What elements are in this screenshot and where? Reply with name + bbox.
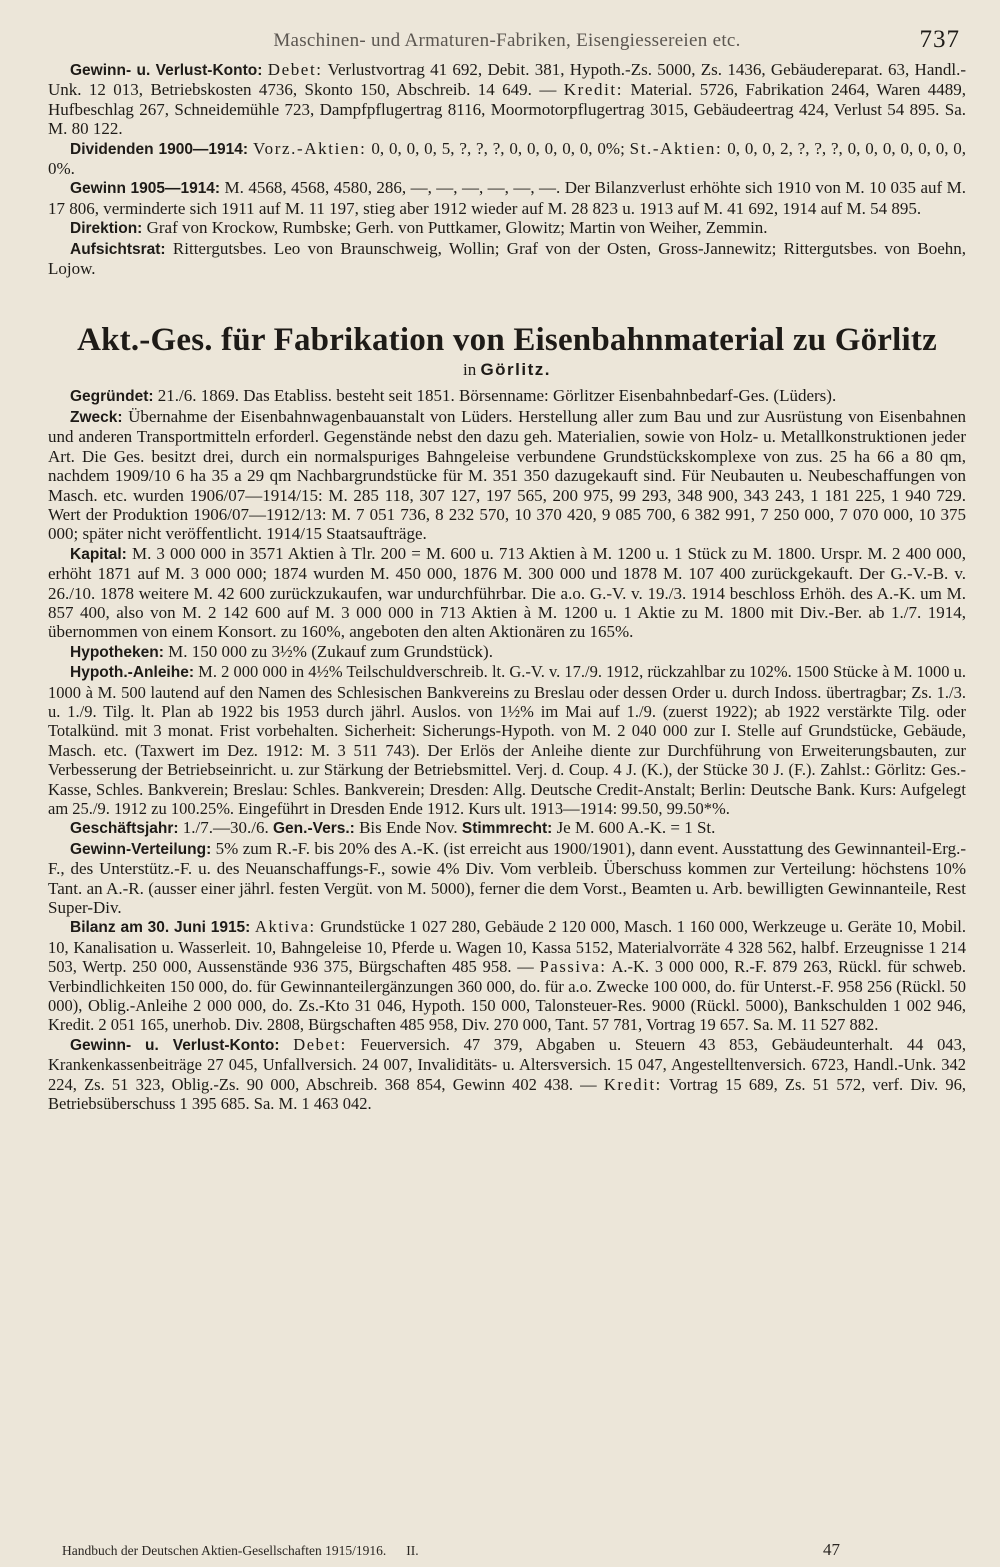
prev-gv-konto: Gewinn- u. Verlust-Konto: Debet: Verlustvortrag 41 692, Debit. 381, Hypoth.-Zs. 5000, Zs. 1436, Gebäudereparat. 63, Handl.-Unk. 12 013, Betriebskosten 4736, Skonto 150, Abschreib. 14 649. — Kredit: Material. 5726, Fabrikation 2464, Waren 4489, Hufbeschlag 267, Schneidemühle 723, Dampfpflugertrag 8116, Moormotorpflugertrag 3015, Gebäudeertrag 424, Verlust 54 895. Sa. M. 80 122. (48, 60, 967, 139)
kapital: Kapital: M. 3 000 000 in 3571 Aktien à Tlr. 200 = M. 600 u. 713 Aktien à M. 1200 u. 1 Stück zu M. 1800. Urspr. M. 2 400 000, erhöht 1871 auf M. 3 000 000; 1874 wurden M. 450 000, 1876 M. 300 000 und 1878 M. 107 400 zurückgekauft. Der G.-V.-B. v. 26./10. 1878 weitere M. 42 600 zurückzukaufen, war undurchführbar. Die a.o. G.-V. v. 19./3. 1914 beschloss Erhöh. des A.-K. um M. 857 400, also von M. 2 142 600 auf M. 3 000 000 in 713 Aktien à M. 1200 u. 1 Aktie zu M. 1800 mit Div.-Ber. ab 1./7. 1914, übernommen von einem Konsort. zu 160%, angeboten den alten Aktionären zu 165%. (48, 543, 966, 642)
company-entry (48, 322, 966, 1113)
prev-direktion: Direktion: Graf von Krockow, Rumbske; Gerh. von Puttkamer, Glowitz; Martin von Weiher, Zemmin. (70, 218, 768, 238)
company-city: in Görlitz. (462, 360, 552, 380)
prev-gewinn: Gewinn 1905—1914: M. 4568, 4568, 4580, 286, —, —, —, —, —, —. Der Bilanzverlust erhöhte sich 1910 von M. 10 035 auf M. 17 806, verminderte sich 1911 auf M. 11 197, stieg aber 1912 wieder auf M. 28 823 u. 1913 auf M. 41 692, 1914 auf M. 54 895. (48, 178, 966, 218)
zweck: Zweck: Übernahme der Eisenbahnwagenbauanstalt von Lüders. Herstellung aller zum Bau und zur Ausrüstung von Eisenbahnen und anderen Transportmitteln erforderl. Gegenstände nebst den dazu geh. Materialien, sowie von Holz- u. Metallkonstruktionen jeder Art. Die Ges. besitzt drei, durch ein normalspuriges Bahngeleise verbundene Grundstückskomplexe von zus. 25 ha 66 a 80 qm, nachdem 1909/10 6 ha 35 a 29 qm Nachbargrundstücke für M. 351 350 dazugekauft sind. Für Neubauten u. Neubeschaffungen von Masch. etc. wurden 1906/07—1914/15: M. 285 118, 307 127, 197 565, 200 975, 99 293, 348 900, 343 243, 1 181 225, 1 940 729. Wert der Produktion 1906/07—1912/13: M. 7 051 736, 8 232 570, 10 370 420, 9 085 700, 6 382 991, 7 250 000, 7 070 000, 10 375 000; später nicht veröffentlicht. 1914/15 Staatsaufträge. (48, 406, 967, 544)
hypoth-anleihe: Hypoth.-Anleihe: M. 2 000 000 in 4½% Teilschuldverschreib. lt. G.-V. v. 17./9. 1912, rückzahlbar zu 102%. 1500 Stücke à M. 1000 u. 1000 à M. 500 lautend auf den Namen des Schlesischen Bankvereins zu Breslau oder dessen Order u. durch Indoss. übertragbar; Zs. 1./3. u. 1./9. Tilg. lt. Plan ab 1922 bis 1953 durch jährl. Auslos. von 1½% im Mai auf 1./9. (zuerst 1922); ab 1922 verstärkte Tilg. oder Totalkünd. mit 3 monat. Frist vorbehalten. Sicherheit: Sicherungs-Hypoth. von M. 2 040 000 zur I. Stelle auf Grundstücke, Gebäude, Masch. etc. (Taxwert im Dez. 1912: M. 3 511 743). Der Erlös der Anleihe diente zur Durchführung von Erweiterungsbauten, zur Verbesserung der Betriebseinricht. u. zur Stärkung der Betriebsmittel. Verj. d. Coup. 4 J. (K.), der Stücke 30 J. (F.). Zahlst.: Görlitz: Ges.-Kasse, Schles. Bankverein; Breslau: Schles. Bankverein; Dresden: Allg. Deutsche Credit-Anstalt; Berlin: Deutsche Bank. Kurs: Aufgelegt am 25./9. 1912 zu 100.25%. Eingeführt in Dresden Ende 1912. Kurs ult. 1913—1914: 99.50, 99.50*%. (48, 662, 967, 818)
prev-aufsichtsrat: Aufsichtsrat: Rittergutsbes. Leo von Braunschweig, Wollin; Graf von der Osten, Gross-Jannewitz; Rittergutsbes. von Boehn, Lojow. (48, 238, 966, 279)
gv-konto: Gewinn- u. Verlust-Konto: Debet: Feuerversich. 47 379, Abgaben u. Steuern 43 853, Gebäudeunterhalt. 44 043, Krankenkassenbeiträge 27 045, Unfallversich. 24 007, Invaliditäts- u. Altersversich. 15 047, Angestelltenversich. 6723, Handl.-Unk. 342 224, Zs. 51 323, Oblig.-Zs. 90 000, Abschreib. 368 854, Gewinn 402 438. — Kredit: Vortrag 15 689, Zs. 51 572, verf. Div. 96, Betriebsüberschuss 1 395 685. Sa. M. 1 463 042. (48, 1034, 966, 1114)
section-gap (48, 278, 966, 322)
footer-publication: Handbuch der Deutschen Aktien-Gesellschaften 1915/1916. (62, 1543, 387, 1558)
prev-company-entry (48, 60, 966, 278)
running-head (48, 18, 966, 58)
prev-dividenden: Dividenden 1900—1914: Vorz.-Aktien: 0, 0, 0, 0, 5, ?, ?, ?, 0, 0, 0, 0, 0, 0%; St.-Aktien: 0, 0, 0, 2, ?, ?, ?, 0, 0, 0, 0, 0, 0, 0, 0%. (48, 138, 967, 179)
hypotheken: Hypotheken: M. 150 000 zu 3½% (Zukauf zum Grundstück). (70, 641, 493, 661)
footer-signature: 47 (823, 1540, 840, 1559)
gewinn-verteilung: Gewinn-Verteilung: 5% zum R.-F. bis 20% des A.-K. (ist erreicht aus 1900/1901), dann event. Ausstattung des Gewinnanteil-Erg.-F., des Unterstütz.-F. u. des Neuanschaffungs-F., sowie 4% Div. Vom verbleib. Überschuss kommen zur Verteilung: höchstens 10% Tant. an A.-R. (ausser einer jährl. festen Vergüt. von M. 5000), ferner die dem Vorst., Beamten u. Arb. bewilligten Gewinnanteile, Rest Super-Div. (48, 838, 966, 918)
bilanz: Bilanz am 30. Juni 1915: Aktiva: Grundstücke 1 027 280, Gebäude 2 120 000, Masch. 1 160 000, Werkzeuge u. Geräte 10, Mobil. 10, Kanalisation u. Wasserleit. 10, Bahngeleise 10, Pferde u. Wagen 10, Kassa 5152, Materialvorräte 4 328 562, halbf. Erzeugnisse 1 214 503, Wertp. 250 000, Aussenstände 936 375, Bürgschaften 485 958. — Passiva: A.-K. 3 000 000, R.-F. 879 263, Rückl. für schweb. Verbindlichkeiten 150 000, do. für Gewinnanteilergänzungen 360 000, do. für a.o. Zwecke 100 000, do. für Unterst.-F. 958 256 (Rückl. 50 000), Oblig.-Anleihe 2 000 000, do. Zs.-Kto 31 046, Hypoth. 150 000, Talonsteuer-Res. 9000 (Rückl. 5000), Bankschulden 1 002 946, Kredit. 2 051 165, unerhob. Div. 2808, Bürgschaften 485 958, Div. 270 000, Tant. 57 781, Vortrag 19 657. Sa. M. 11 527 882. (48, 917, 967, 1035)
geschaeftsjahr: Geschäftsjahr: 1./7.—30./6. Gen.-Vers.: Bis Ende Nov. Stimmrecht: Je M. 600 A.-K. = 1 St. (70, 818, 716, 838)
footer-volume: II. (406, 1543, 419, 1558)
gegruendet: Gegründet: 21./6. 1869. Das Etabliss. besteht seit 1851. Börsenname: Görlitzer Eisenbahnbedarf-Ges. (Lüders). (70, 386, 837, 406)
running-title: Maschinen- und Armaturen-Fabriken, Eisengiessereien etc. (273, 30, 741, 51)
page-number: 737 (919, 26, 960, 53)
page-footer (62, 1540, 840, 1559)
company-title: Akt.-Ges. für Fabrikation von Eisenbahnmaterial zu Görlitz (77, 322, 937, 359)
